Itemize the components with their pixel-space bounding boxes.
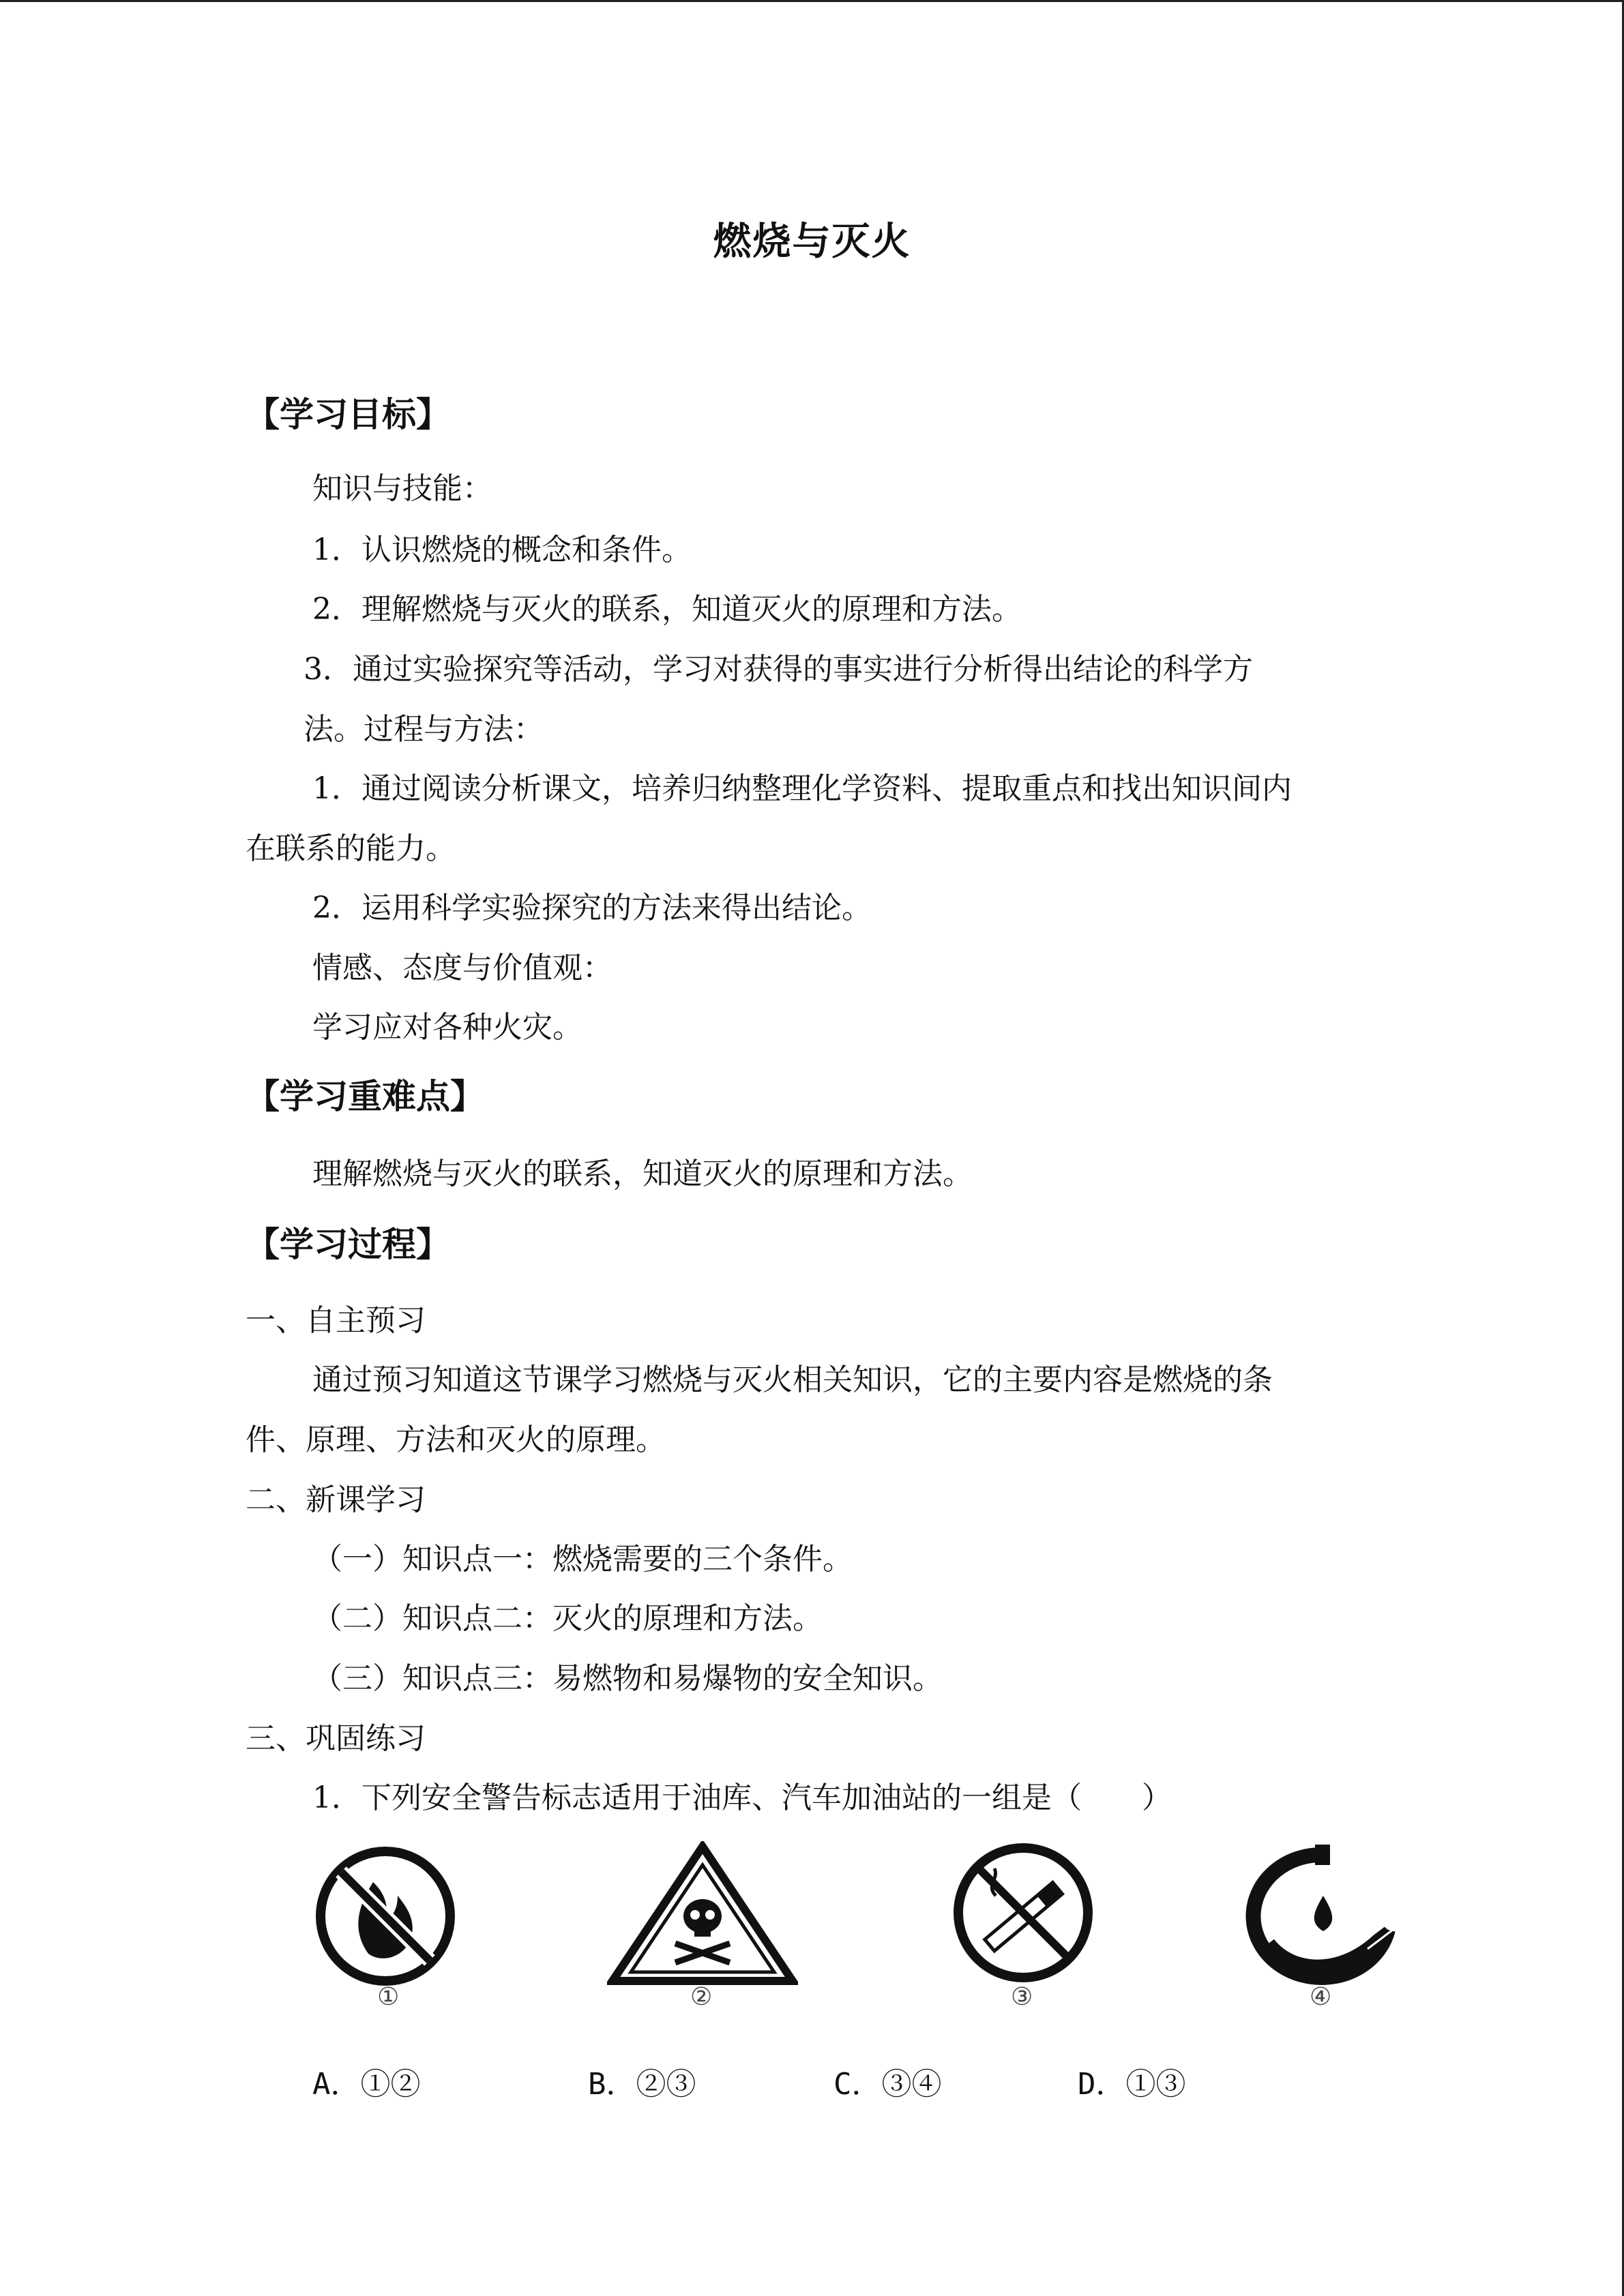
sign-3-label: ③ xyxy=(1011,1983,1033,2011)
focus-heading: 【学习重难点】 xyxy=(246,1077,484,1116)
page-title: 燃烧与灭火 xyxy=(713,219,911,264)
goal-item-3a: 3．通过实验探究等活动，学习对获得的事实进行分析得出结论的科学方 xyxy=(304,652,1253,687)
knowledge-point-2: （二）知识点二：灭火的原理和方法。 xyxy=(312,1601,823,1636)
knowledge-point-1: （一）知识点一：燃烧需要的三个条件。 xyxy=(312,1542,853,1577)
sign-2 xyxy=(607,1841,798,2018)
sign-4 xyxy=(1241,1841,1405,2018)
goals-heading: 【学习目标】 xyxy=(246,395,450,434)
sign-1 xyxy=(310,1841,460,2018)
knowledge-label: 知识与技能： xyxy=(312,471,492,506)
no-open-flame-icon xyxy=(310,1841,460,1991)
goal-item-2: 2．理解燃烧与灭火的联系，知道灭火的原理和方法。 xyxy=(312,592,1022,627)
emotion-item-1: 学习应对各种火灾。 xyxy=(312,1010,582,1045)
part1-text-a: 通过预习知道这节课学习燃烧与灭火相关知识，它的主要内容是燃烧的条 xyxy=(312,1362,1273,1397)
process-item-2: 2．运用科学实验探究的方法来得出结论。 xyxy=(312,891,872,925)
page-border-top xyxy=(0,0,1624,2)
option-d: D．①③ xyxy=(1078,2067,1186,2102)
option-a: A．①② xyxy=(312,2067,421,2102)
option-b: B．②③ xyxy=(588,2067,696,2102)
sign-4-label: ④ xyxy=(1310,1983,1332,2011)
option-c: C．③④ xyxy=(833,2067,942,2102)
sign-2-label: ② xyxy=(690,1983,713,2011)
question-1: 1．下列安全警告标志适用于油库、汽车加油站的一组是（ ） xyxy=(312,1780,1172,1815)
part1-text-b: 件、原理、方法和灭火的原理。 xyxy=(246,1422,666,1457)
process-item-1a: 1．通过阅读分析课文，培养归纳整理化学资料、提取重点和找出知识间内 xyxy=(312,771,1292,806)
knowledge-point-3: （三）知识点三：易燃物和易爆物的安全知识。 xyxy=(312,1661,943,1696)
goal-item-1: 1．认识燃烧的概念和条件。 xyxy=(312,533,692,567)
goal-item-3b: 法。过程与方法： xyxy=(304,712,544,747)
process-item-1b: 在联系的能力。 xyxy=(246,831,456,866)
water-saving-icon xyxy=(1241,1841,1405,1991)
no-smoking-icon xyxy=(948,1841,1098,1991)
emotion-label: 情感、态度与价值观： xyxy=(312,951,612,985)
focus-text: 理解燃烧与灭火的联系，知道灭火的原理和方法。 xyxy=(312,1157,973,1191)
part2-title: 二、新课学习 xyxy=(246,1482,426,1517)
toxic-skull-warning-icon xyxy=(607,1841,798,1991)
sign-3 xyxy=(948,1841,1098,2018)
part1-title: 一、自主预习 xyxy=(246,1303,426,1338)
process-heading: 【学习过程】 xyxy=(246,1225,450,1264)
sign-1-label: ① xyxy=(377,1983,400,2011)
part3-title: 三、巩固练习 xyxy=(246,1721,426,1756)
